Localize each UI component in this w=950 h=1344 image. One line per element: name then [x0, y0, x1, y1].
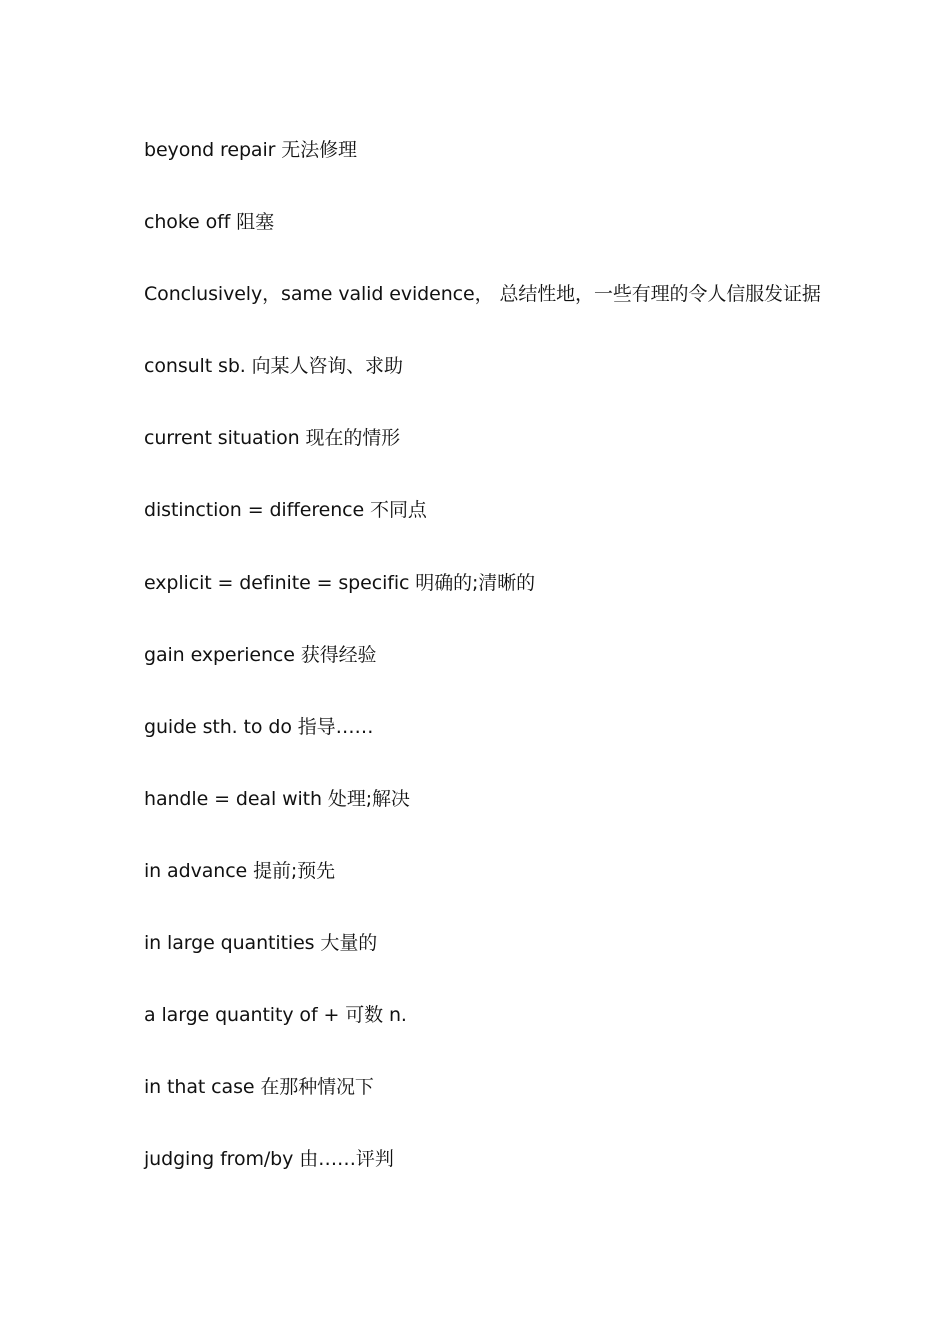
vocab-entry-handle: handle = deal with 处理;解决: [144, 787, 410, 810]
vocab-entry-gain-experience: gain experience 获得经验: [144, 643, 377, 666]
vocab-entry-distinction: distinction = difference 不同点: [144, 499, 427, 522]
vocabulary-list: [144, 136, 904, 1217]
vocab-entry-explicit: explicit = definite = specific 明确的;清晰的: [144, 571, 535, 594]
vocab-entry-guide: guide sth. to do 指导……: [144, 715, 374, 738]
vocab-entry-judging-from: judging from/by 由……评判: [144, 1148, 394, 1171]
vocab-entry-conclusively: Conclusively，same valid evidence， 总结性地，一些有理的令人信服发证据: [144, 283, 821, 306]
vocab-entry-current-situation: current situation 现在的情形: [144, 427, 401, 450]
vocab-entry-choke-off: choke off 阻塞: [144, 211, 275, 234]
vocab-entry-beyond-repair: beyond repair 无法修理: [144, 139, 357, 161]
vocab-entry-in-advance: in advance 提前;预先: [144, 859, 335, 882]
vocab-entry-large-quantity-of: a large quantity of + 可数 n.: [144, 1004, 407, 1027]
vocab-entry-consult: consult sb. 向某人咨询、求助: [144, 355, 403, 378]
vocab-entry-in-large-quantities: in large quantities 大量的: [144, 932, 378, 955]
vocab-entry-in-that-case: in that case 在那种情况下: [144, 1076, 374, 1099]
